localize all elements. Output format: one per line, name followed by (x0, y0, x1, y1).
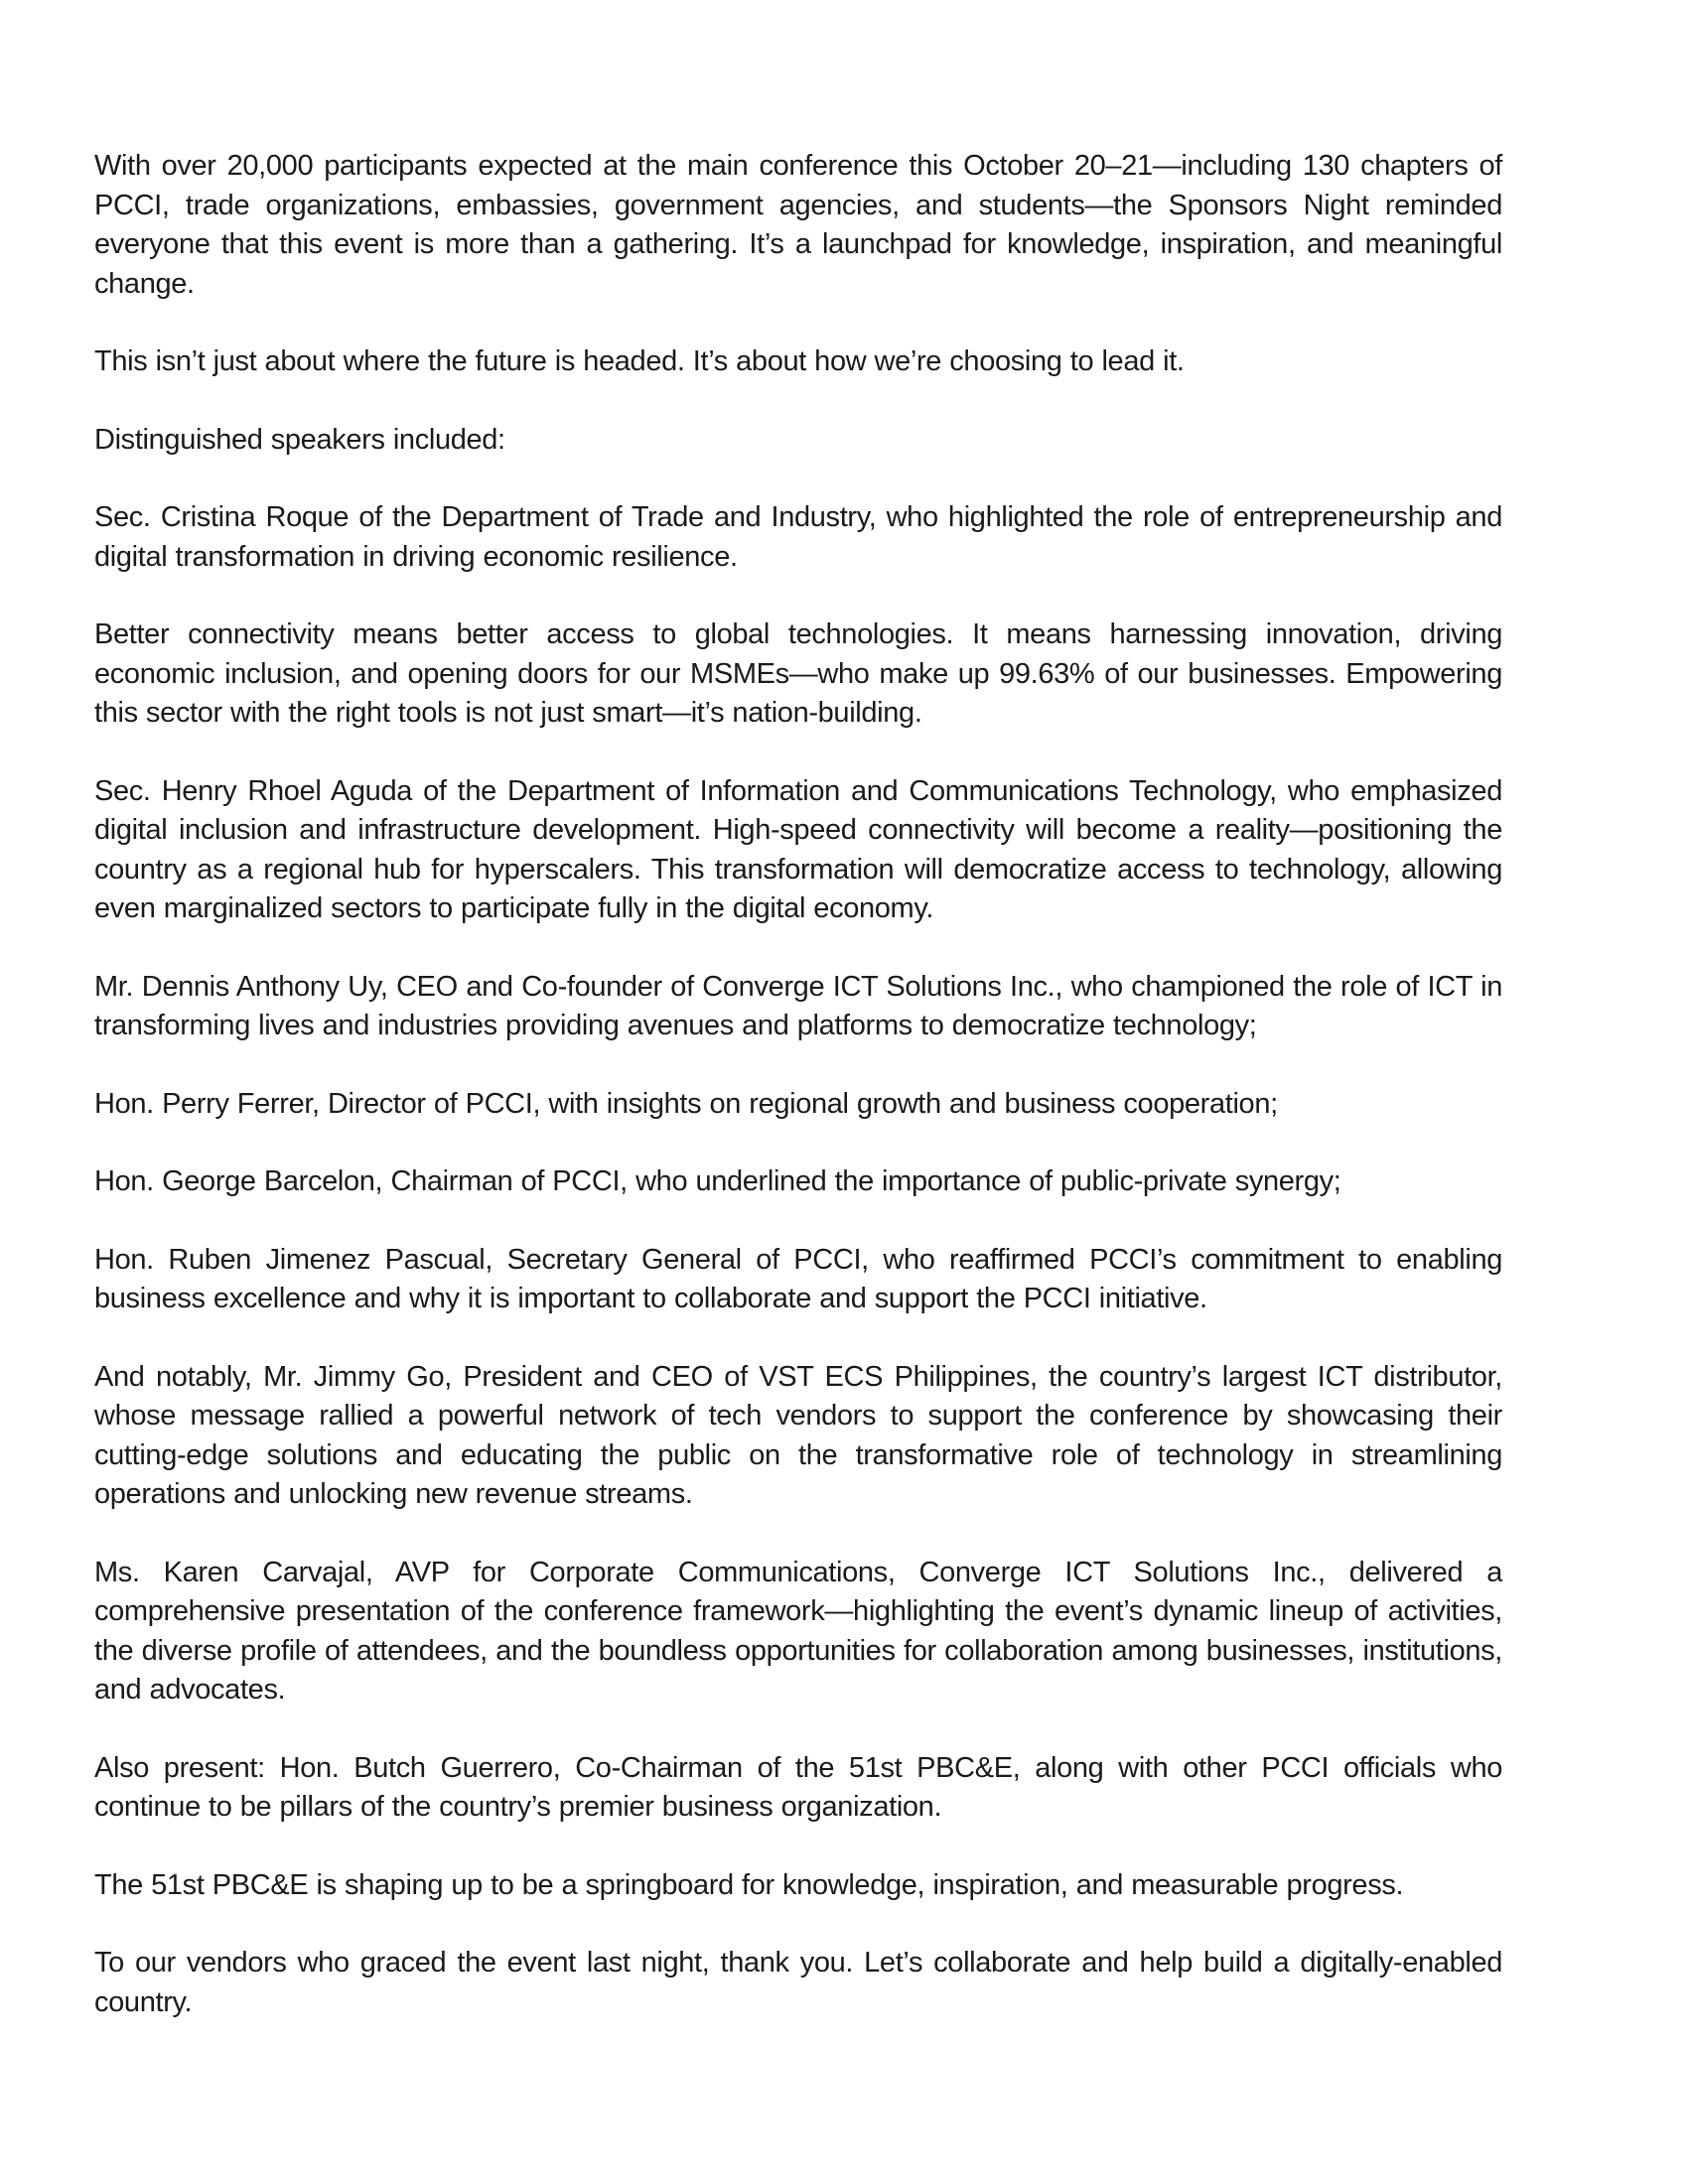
paragraph-speaker-ferrer: Hon. Perry Ferrer, Director of PCCI, with insights on regional growth and business cooperation; (94, 1087, 1278, 1120)
paragraph-thank-vendors: To our vendors who graced the event last night, thank you. Let’s collaborate and help build a digitally-enabled country. (94, 1947, 1502, 2018)
paragraph-connectivity: Better connectivity means better access to global technologies. It means harnessing innovation, driving economic inclusion, and opening doors for our MSMEs—who make up 99.63% of our businesses. Empowering this sector with the right tools is not just smart—it’s nation-building. (94, 618, 1502, 729)
paragraph-speaker-aguda: Sec. Henry Rhoel Aguda of the Department of Information and Communications Technology, who emphasized digital inclusion and infrastructure development. High-speed connectivity will become a reality—positioning the country as a regional hub for hyperscalers. This transformation will democratize access to technology, allowing even marginalized sectors to participate fully in the digital economy. (94, 774, 1502, 924)
paragraph-speaker-uy: Mr. Dennis Anthony Uy, CEO and Co-founder of Converge ICT Solutions Inc., who championed the role of ICT in transforming lives and industries providing avenues and platforms to democratize technology; (94, 970, 1502, 1041)
paragraph-attendance: With over 20,000 participants expected at the main conference this October 20–21—including 130 chapters of PCCI, trade organizations, embassies, government agencies, and students—the Sponsors Night reminded everyone that this event is more than a gathering. It’s a launchpad for knowledge, inspiration, and meaningful change. (94, 150, 1502, 300)
paragraph-speaker-go: And notably, Mr. Jimmy Go, President and CEO of VST ECS Philippines, the country’s largest ICT distributor, whose message rallied a powerful network of tech vendors to support the conference by showcasing their cutting-edge solutions and educating the public on the transformative role of technology in streamlining operations and unlocking new revenue streams. (94, 1360, 1502, 1510)
article-body (94, 147, 1502, 2022)
paragraph-speaker-carvajal: Ms. Karen Carvajal, AVP for Corporate Communications, Converge ICT Solutions Inc., delivered a comprehensive presentation of the conference framework—highlighting the event’s dynamic lineup of activities, the diverse profile of attendees, and the boundless opportunities for collaboration among businesses, institutions, and advocates. (94, 1556, 1502, 1706)
paragraph-speaker-barcelon: Hon. George Barcelon, Chairman of PCCI, who underlined the importance of public-private synergy; (94, 1165, 1341, 1197)
paragraph-future: This isn’t just about where the future is headed. It’s about how we’re choosing to lead it. (94, 345, 1185, 377)
paragraph-speaker-pascual: Hon. Ruben Jimenez Pascual, Secretary General of PCCI, who reaffirmed PCCI’s commitment to enabling business excellence and why it is important to collaborate and support the PCCI initiative. (94, 1243, 1502, 1314)
paragraph-speakers-intro: Distinguished speakers included: (94, 423, 505, 456)
paragraph-also-present: Also present: Hon. Butch Guerrero, Co-Chairman of the 51st PBC&E, along with other PCCI officials who continue to be pillars of the country’s premier business organization. (94, 1751, 1502, 1823)
paragraph-springboard: The 51st PBC&E is shaping up to be a springboard for knowledge, inspiration, and measurable progress. (94, 1868, 1404, 1901)
paragraph-speaker-roque: Sec. Cristina Roque of the Department of Trade and Industry, who highlighted the role of entrepreneurship and digital transformation in driving economic resilience. (94, 501, 1502, 573)
